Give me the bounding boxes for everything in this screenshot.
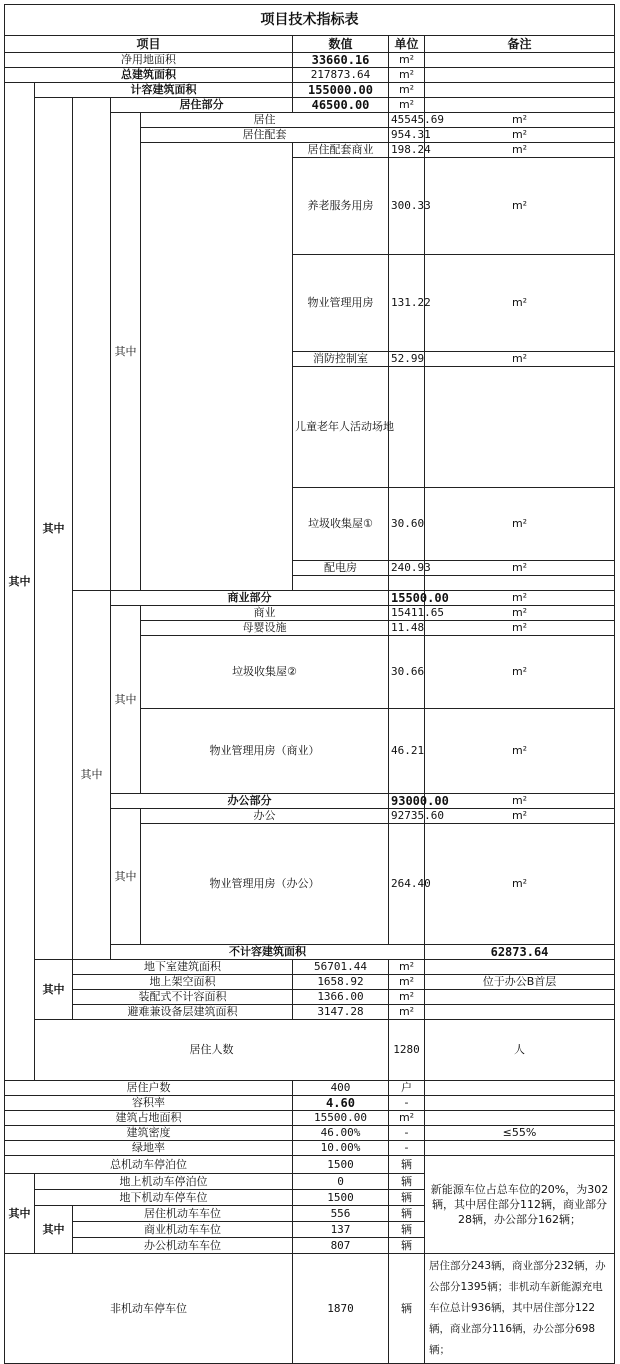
row-label: 计容建筑面积 [35, 83, 293, 98]
row-unit: m² [425, 255, 615, 352]
row-unit: m² [389, 68, 425, 83]
row-note: ≤55% [425, 1126, 615, 1141]
row-value: 52.99 [389, 352, 425, 367]
row-value: 217873.64 [293, 68, 389, 83]
row-label: 避难兼设备层建筑面积 [73, 1005, 293, 1020]
row-value: 954.31 [389, 128, 425, 143]
row-unit: m² [425, 606, 615, 621]
row-value: 4.60 [293, 1096, 389, 1111]
row-value: 264.40 [389, 824, 425, 945]
row-unit: m² [425, 561, 615, 576]
row-label: 商业机动车车位 [73, 1222, 293, 1238]
row-value: 46.21 [389, 709, 425, 794]
row-value: 93000.00 [389, 794, 425, 809]
row-note [425, 1081, 615, 1096]
row-value: 15500.00 [293, 1111, 389, 1126]
row-value: 155000.00 [293, 83, 389, 98]
parking-note: 新能源车位占总车位的20%，为302辆，其中居住部分112辆，商业部分28辆，办公部分162辆； [425, 1156, 615, 1254]
row-label: 儿童老年人活动场地 [293, 367, 389, 488]
row-unit: m² [425, 128, 615, 143]
row-label: 居住配套商业 [293, 143, 389, 158]
row-label: 物业管理用房（办公） [141, 824, 389, 945]
row-value: 56701.44 [293, 960, 389, 975]
row-note [425, 98, 615, 113]
group-label-far: 其中 [5, 83, 35, 1081]
row-note [425, 83, 615, 98]
row-value: 0 [293, 1174, 389, 1190]
row-value: 1280 [389, 1020, 425, 1081]
table-row [5, 1254, 615, 1364]
row-unit: m² [389, 990, 425, 1005]
row-unit: 辆 [389, 1174, 425, 1190]
row-label: 居住户数 [5, 1081, 293, 1096]
row-label: 垃圾收集屋② [141, 636, 389, 709]
row-value: 300.33 [389, 158, 425, 255]
row-label: 物业管理用房（商业） [141, 709, 389, 794]
row-label: 办公 [141, 809, 389, 824]
group-label-parking: 其中 [5, 1174, 35, 1254]
group-label-parking-sub: 其中 [35, 1206, 73, 1254]
spacer-cell [389, 576, 425, 591]
row-label: 商业部分 [111, 591, 389, 606]
table-row [5, 1005, 615, 1020]
row-value: 3147.28 [293, 1005, 389, 1020]
row-value: 137 [293, 1222, 389, 1238]
indicators-table [4, 4, 615, 1364]
row-unit: m² [425, 352, 615, 367]
row-unit: m² [425, 809, 615, 824]
row-unit: m² [425, 636, 615, 709]
row-note [425, 990, 615, 1005]
row-unit: m² [389, 98, 425, 113]
row-note [425, 53, 615, 68]
technical-indicators-sheet [4, 4, 614, 1364]
row-label: 绿地率 [5, 1141, 293, 1156]
row-note [425, 1111, 615, 1126]
header-item: 项目 [5, 36, 293, 53]
row-note [425, 960, 615, 975]
row-label: 商业 [141, 606, 389, 621]
row-value: 15500.00 [389, 591, 425, 606]
row-unit: - [389, 1126, 425, 1141]
table-row [5, 591, 615, 606]
row-note [425, 1096, 615, 1111]
table-row [5, 98, 615, 113]
row-label: 母婴设施 [141, 621, 389, 636]
row-value: 1366.00 [293, 990, 389, 1005]
bike-note: 居住部分243辆，商业部分232辆，办公部分1395辆；非机动车新能源充电车位总计936辆，其中居住部分122辆，商业部分116辆，办公部分698辆； [425, 1254, 615, 1364]
row-value: 45545.69 [389, 113, 425, 128]
table-row [5, 1111, 615, 1126]
row-label: 居住部分 [111, 98, 293, 113]
table-row [5, 975, 615, 990]
row-unit: m² [425, 591, 615, 606]
row-value: 46.00% [293, 1126, 389, 1141]
spacer-cell [293, 576, 389, 591]
row-unit: m² [425, 113, 615, 128]
group-label-non-far: 其中 [35, 960, 73, 1020]
row-unit: - [389, 1096, 425, 1111]
row-label: 建筑密度 [5, 1126, 293, 1141]
row-unit: 辆 [389, 1254, 425, 1364]
row-unit: 人 [425, 1020, 615, 1081]
table-title: 项目技术指标表 [5, 5, 615, 36]
table-row [5, 1096, 615, 1111]
row-unit [425, 367, 615, 488]
table-row [5, 1141, 615, 1156]
row-unit: - [389, 1141, 425, 1156]
row-unit: m² [389, 975, 425, 990]
row-note [425, 1141, 615, 1156]
table-row [5, 83, 615, 98]
row-label: 不计容建筑面积 [111, 945, 425, 960]
row-label: 总建筑面积 [5, 68, 293, 83]
spacer-cell [73, 98, 111, 591]
group-label-commerce: 其中 [111, 606, 141, 794]
row-value: 62873.64 [425, 945, 615, 960]
row-unit: m² [425, 824, 615, 945]
row-label: 净用地面积 [5, 53, 293, 68]
row-value: 46500.00 [293, 98, 389, 113]
row-value: 131.22 [389, 255, 425, 352]
group-label-res: 其中 [111, 113, 141, 591]
row-value: 1658.92 [293, 975, 389, 990]
group-label-office: 其中 [111, 809, 141, 945]
row-label: 地下机动车停车位 [35, 1190, 293, 1206]
row-label: 办公部分 [111, 794, 389, 809]
row-value: 1870 [293, 1254, 389, 1364]
row-value: 556 [293, 1206, 389, 1222]
table-row [5, 1081, 615, 1096]
row-label: 居住 [141, 113, 389, 128]
row-value: 1500 [293, 1190, 389, 1206]
row-unit: m² [389, 960, 425, 975]
row-label: 居住机动车车位 [73, 1206, 293, 1222]
row-note [425, 1005, 615, 1020]
row-value: 1500 [293, 1156, 389, 1174]
row-value: 198.24 [389, 143, 425, 158]
row-unit: m² [389, 1005, 425, 1020]
header-unit: 单位 [389, 36, 425, 53]
row-label: 地上架空面积 [73, 975, 293, 990]
row-unit: 辆 [389, 1190, 425, 1206]
row-value: 30.66 [389, 636, 425, 709]
row-value: 11.48 [389, 621, 425, 636]
row-unit: 辆 [389, 1156, 425, 1174]
row-value: 15411.65 [389, 606, 425, 621]
row-label: 垃圾收集屋① [293, 488, 389, 561]
group-label-commerce-office: 其中 [73, 591, 111, 960]
row-value: 33660.16 [293, 53, 389, 68]
table-row [5, 1126, 615, 1141]
row-value: 10.00% [293, 1141, 389, 1156]
table-row [5, 960, 615, 975]
row-unit: m² [389, 1111, 425, 1126]
header-note: 备注 [425, 36, 615, 53]
row-label: 容积率 [5, 1096, 293, 1111]
row-unit: 辆 [389, 1238, 425, 1254]
row-unit: m² [425, 709, 615, 794]
spacer-cell [141, 143, 293, 591]
row-label: 总机动车停泊位 [5, 1156, 293, 1174]
row-unit: m² [389, 83, 425, 98]
row-label: 物业管理用房 [293, 255, 389, 352]
row-label: 非机动车停车位 [5, 1254, 293, 1364]
row-unit: m² [425, 143, 615, 158]
table-row [5, 68, 615, 83]
row-unit: m² [425, 621, 615, 636]
row-label: 养老服务用房 [293, 158, 389, 255]
row-label: 办公机动车车位 [73, 1238, 293, 1254]
table-row [5, 1156, 615, 1174]
row-value: 807 [293, 1238, 389, 1254]
row-label: 地下室建筑面积 [73, 960, 293, 975]
row-label: 建筑占地面积 [5, 1111, 293, 1126]
row-unit: 辆 [389, 1206, 425, 1222]
row-unit: 户 [389, 1081, 425, 1096]
row-label: 消防控制室 [293, 352, 389, 367]
row-value: 400 [293, 1081, 389, 1096]
row-value: 30.60 [389, 488, 425, 561]
row-label: 居住配套 [141, 128, 389, 143]
row-note [425, 68, 615, 83]
row-label: 装配式不计容面积 [73, 990, 293, 1005]
row-unit: m² [425, 158, 615, 255]
row-unit: m² [389, 53, 425, 68]
row-label: 地上机动车停泊位 [35, 1174, 293, 1190]
row-label: 居住人数 [35, 1020, 389, 1081]
row-unit: 辆 [389, 1222, 425, 1238]
row-label: 配电房 [293, 561, 389, 576]
table-row [5, 990, 615, 1005]
row-unit: m² [425, 488, 615, 561]
group-label-far-sub: 其中 [35, 98, 73, 960]
row-value: 92735.60 [389, 809, 425, 824]
header-value: 数值 [293, 36, 389, 53]
table-row [5, 1020, 615, 1081]
row-note: 位于办公B首层 [425, 975, 615, 990]
table-row [5, 53, 615, 68]
spacer-cell [425, 576, 615, 591]
row-value: 240.93 [389, 561, 425, 576]
row-unit: m² [425, 794, 615, 809]
